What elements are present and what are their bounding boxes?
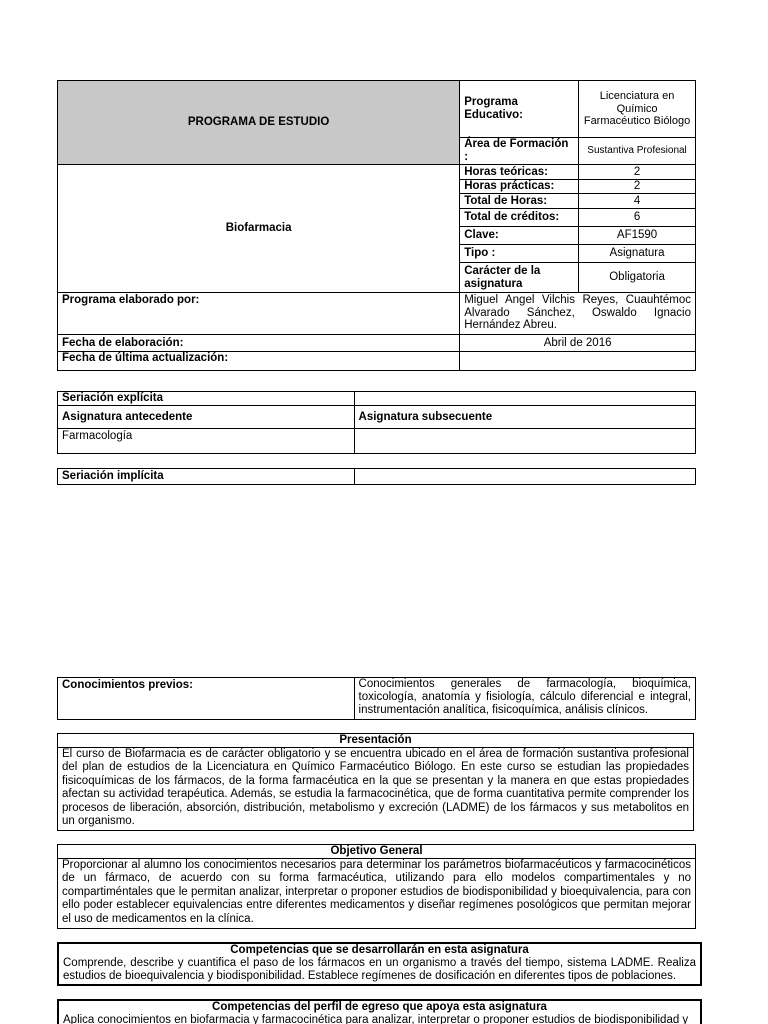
fecha-elaboracion-value: Abril de 2016: [460, 335, 696, 352]
horas-teoricas-label: Horas teóricas:: [460, 165, 579, 180]
tipo-label: Tipo :: [460, 245, 579, 263]
objetivo-section: [57, 844, 696, 929]
course-name: Biofarmacia: [58, 165, 460, 293]
horas-practicas-label: Horas prácticas:: [460, 180, 579, 194]
subsecuente-value: [354, 429, 695, 454]
perfil-text: Aplica conocimientos en biofarmacia y farmacocinética para analizar, interpretar o proponer estudios de biodisponibilidad y: [63, 1014, 689, 1024]
antecedente-value: Farmacología: [58, 429, 355, 454]
seriacion-implicita-value: [354, 469, 695, 485]
elaborado-value: Miguel Angel Vilchis Reyes, Cuauhtémoc Alvarado Sánchez, Oswaldo Ignacio Hernández Abreu.: [460, 293, 696, 335]
tipo-value: Asignatura: [579, 245, 696, 263]
programa-educativo-value: Licenciatura en Químico Farmacéutico Biólogo: [579, 81, 696, 138]
presentacion-text: El curso de Biofarmacia es de carácter obligatorio y se encuentra ubicado en el área de formación sustantiva profesional del plan de estudios de la Licenciatura en Químico Farmacéutico Biólogo. En este curso se estudian las propiedades fisicoquímicas de los fármacos, de la forma farmacéutica en la que se presentan y la manera en que estas propiedades afectan su actividad terapéutica. Además, se estudia la farmacocinética, que de forma cuantitativa permite comprender los procesos de liberación, absorción, distribución, metabolismo y excreción (LADME) de los fármacos y sus metabolitos en un organismo.: [62, 748, 689, 828]
area-formacion-label: Área de Formación :: [460, 138, 579, 165]
area-formacion-value: Sustantiva Profesional: [579, 138, 696, 165]
clave-value: AF1590: [579, 227, 696, 245]
seriacion-explicita-table: [57, 391, 696, 454]
total-creditos-label: Total de créditos:: [460, 209, 579, 227]
programa-educativo-label: Programa Educativo:: [460, 81, 579, 138]
subsecuente-label: Asignatura subsecuente: [354, 406, 695, 429]
elaborado-label: Programa elaborado por:: [58, 293, 460, 335]
competencias-text: Comprende, describe y cuantifica el paso de los fármacos en un organismo a través del tiempo, sistema LADME. Realiza estudios de bioequivalencia y biodisponibilidad. Establece regímenes de dosificación en diferentes tipos de poblaciones.: [63, 957, 696, 983]
seriacion-explicita-label: Seriación explícita: [58, 392, 355, 406]
clave-label: Clave:: [460, 227, 579, 245]
caracter-label: Carácter de la asignatura: [460, 263, 579, 293]
competencias-section: [57, 942, 702, 986]
total-horas-label: Total de Horas:: [460, 194, 579, 209]
conocimientos-value: Conocimientos generales de farmacología, bioquímica, toxicología, anatomía y fisiología, cálculo diferencial e integral, instrumentación analítica, fisicoquímica, análisis clínicos.: [354, 678, 695, 720]
conocimientos-table: [57, 677, 696, 720]
antecedente-label: Asignatura antecedente: [58, 406, 355, 429]
total-creditos-value: 6: [579, 209, 696, 227]
caracter-value: Obligatoria: [579, 263, 696, 293]
perfil-section: [57, 999, 702, 1024]
perfil-title: Competencias del perfil de egreso que apoya esta asignatura: [212, 1001, 547, 1013]
seriacion-implicita-label: Seriación implícita: [58, 469, 355, 485]
horas-teoricas-value: 2: [579, 165, 696, 180]
presentacion-section: [57, 733, 694, 831]
total-horas-value: 4: [579, 194, 696, 209]
conocimientos-label: Conocimientos previos:: [58, 678, 355, 720]
seriacion-implicita-table: [57, 468, 696, 485]
competencias-title: Competencias que se desarrollarán en esta asignatura: [230, 944, 529, 956]
objetivo-title: Objetivo General: [58, 845, 695, 859]
presentacion-title: Presentación: [58, 734, 693, 748]
fecha-elaboracion-label: Fecha de elaboración:: [58, 335, 460, 352]
objetivo-text: Proporcionar al alumno los conocimientos necesarios para determinar los parámetros biofarmacéuticos y farmacocinéticos de un fármaco, de acuerdo con su forma farmacéutica, utilizando para ello modelos compartimentales y no compartiméntales que le permitan analizar, interpretar o proponer estudios de biodisponibilidad y bioequivalencia, para con ello poder establecer equivalencias entre diferentes medicamentos y diseñar regímenes posológicos que permitan mejorar el uso de medicamentos en la clínica.: [62, 859, 691, 925]
fecha-actualizacion-label: Fecha de última actualización:: [58, 352, 460, 371]
program-title: PROGRAMA DE ESTUDIO: [58, 81, 460, 165]
horas-practicas-value: 2: [579, 180, 696, 194]
fecha-actualizacion-value: [460, 352, 696, 371]
program-header-table: [57, 80, 696, 371]
